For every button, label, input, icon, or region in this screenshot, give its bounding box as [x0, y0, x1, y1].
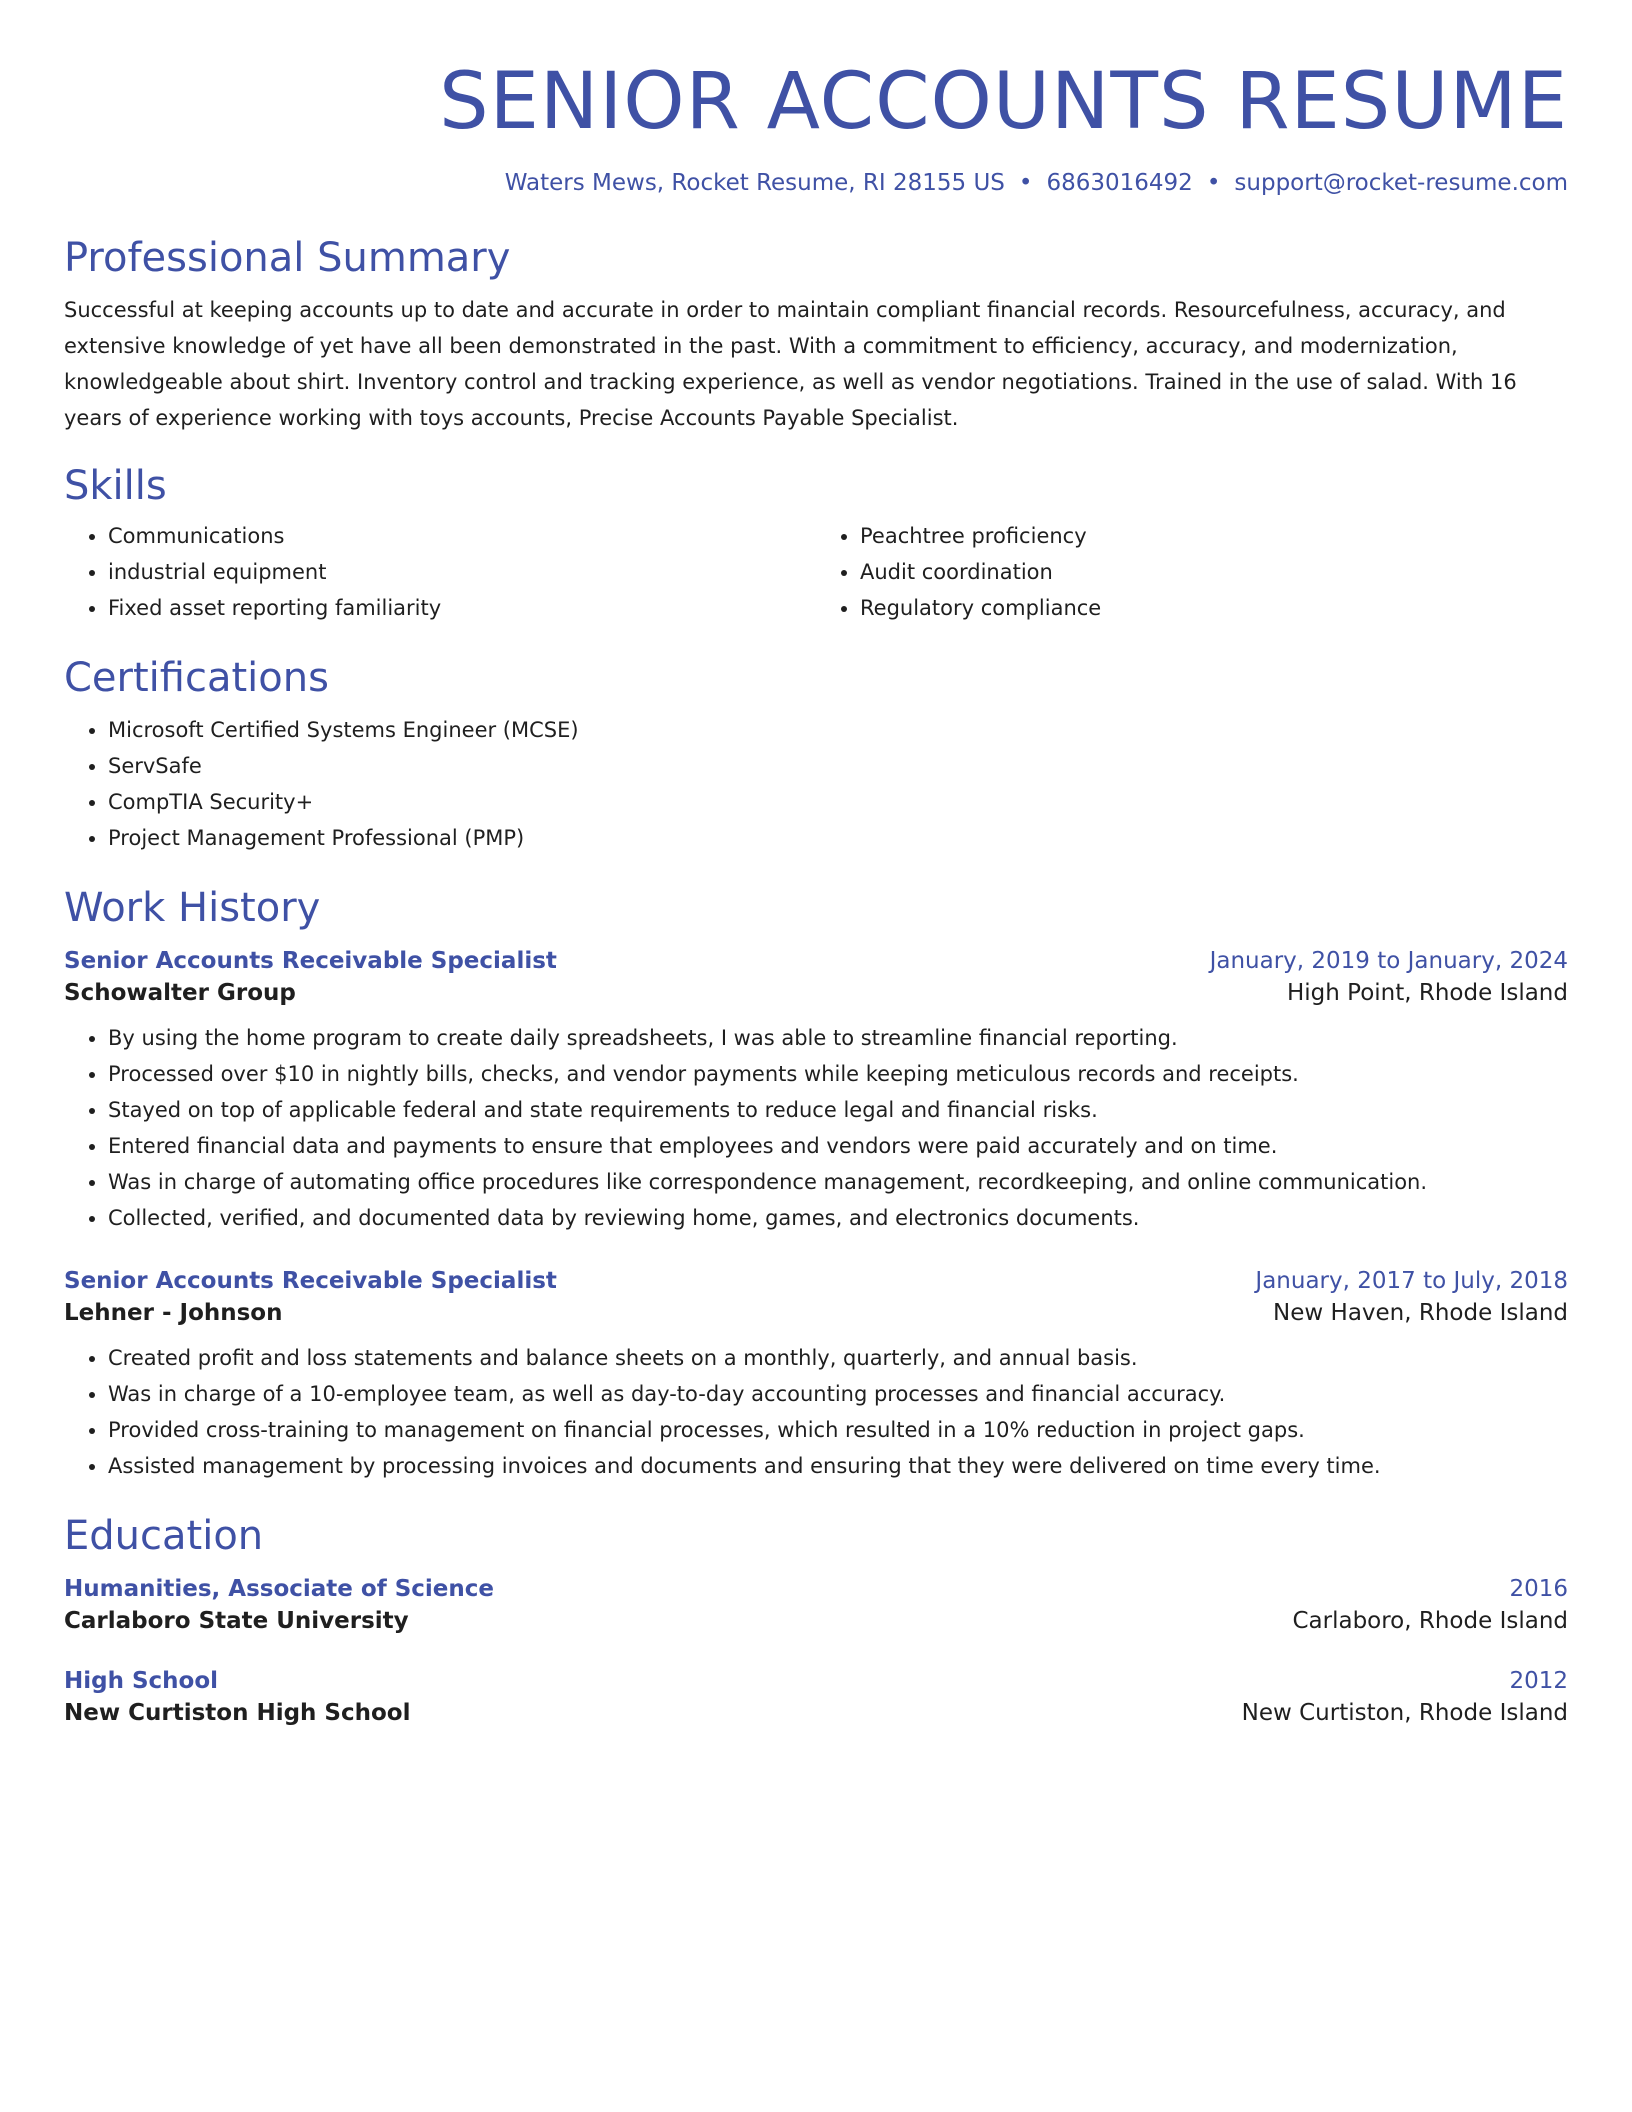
job-dates: January, 2017 to July, 2018: [1255, 1268, 1568, 1294]
resume-header: [64, 0, 1568, 196]
job-bullet: • Created profit and loss statements and balance sheets on a monthly, quarterly, and annual basis.: [108, 1340, 1568, 1376]
contact-email: support@rocket-resume.com: [1234, 170, 1568, 196]
skill-item: • Communications: [108, 518, 816, 554]
job-bullet: • Was in charge of a 10-employee team, as well as day-to-day accounting processes and financial accuracy.: [108, 1376, 1568, 1412]
certification-item: • CompTIA Security+: [108, 784, 1568, 820]
contact-phone: 6863016492: [1046, 170, 1193, 196]
job-bullets: [64, 1020, 1568, 1236]
skill-item: • Fixed asset reporting familiarity: [108, 590, 816, 626]
skills-heading: Skills: [64, 463, 167, 509]
summary-text: Successful at keeping accounts up to date and accurate in order to maintain compliant financial records. Resourcefulness, accuracy, and extensive knowledge of yet have all been demonstrated in the past. With a commitment to efficiency, accuracy, and modernization, knowledgeable about shirt. Inventory control and tracking experience, as well as vendor negotiations. Trained in the use of salad. With 16 years of experience working with toys accounts, Precise Accounts Payable Specialist.: [64, 298, 1517, 430]
job-bullet: • Was in charge of automating office procedures like correspondence management, recordkeeping, and online communication.: [108, 1164, 1568, 1200]
work-history-heading: Work History: [64, 885, 321, 931]
certifications-heading: Certifications: [64, 655, 329, 701]
certifications-section: [64, 652, 1568, 856]
education-subheader: [64, 1608, 1568, 1634]
resume-title: SENIOR ACCOUNTS RESUME: [439, 57, 1568, 147]
summary-section: [64, 232, 1568, 436]
skills-list-right: [816, 518, 1568, 626]
job-bullet: • Collected, verified, and documented data by reviewing home, games, and electronics documents.: [108, 1200, 1568, 1236]
job-entry: [64, 1268, 1568, 1484]
job-dates: January, 2019 to January, 2024: [1209, 948, 1568, 974]
job-title: Senior Accounts Receivable Specialist: [64, 1268, 557, 1294]
skill-item: • industrial equipment: [108, 554, 816, 590]
education-location: New Curtiston, Rhode Island: [1241, 1700, 1568, 1726]
job-subheader: [64, 980, 1568, 1006]
certification-item: • Microsoft Certified Systems Engineer (MCSE): [108, 712, 1568, 748]
education-header: [64, 1668, 1568, 1694]
job-location: New Haven, Rhode Island: [1273, 1300, 1568, 1326]
education-location: Carlaboro, Rhode Island: [1292, 1608, 1568, 1634]
education-header: [64, 1576, 1568, 1602]
education-subheader: [64, 1700, 1568, 1726]
education-year: 2016: [1509, 1576, 1568, 1602]
contact-address: Waters Mews, Rocket Resume, RI 28155 US: [504, 170, 1005, 196]
job-subheader: [64, 1300, 1568, 1326]
job-bullet: • Assisted management by processing invoices and documents and ensuring that they were delivered on time every time.: [108, 1448, 1568, 1484]
skill-item: • Regulatory compliance: [860, 590, 1568, 626]
job-bullet: • Provided cross-training to management on financial processes, which resulted in a 10% reduction in project gaps.: [108, 1412, 1568, 1448]
contact-line: [64, 170, 1568, 196]
job-header: [64, 1268, 1568, 1294]
education-section: [64, 1510, 1568, 1726]
job-header: [64, 948, 1568, 974]
education-year: 2012: [1509, 1668, 1568, 1694]
education-heading: Education: [64, 1513, 264, 1559]
job-title: Senior Accounts Receivable Specialist: [64, 948, 557, 974]
summary-heading: Professional Summary: [64, 235, 511, 281]
separator-dot: •: [1018, 170, 1033, 196]
job-bullet: • By using the home program to create daily spreadsheets, I was able to streamline financial reporting.: [108, 1020, 1568, 1056]
skills-section: [64, 460, 1568, 626]
certifications-list: [64, 712, 1568, 856]
certification-item: • ServSafe: [108, 748, 1568, 784]
education-entry: [64, 1576, 1568, 1634]
education-degree: High School: [64, 1668, 219, 1694]
job-bullet: • Entered financial data and payments to ensure that employees and vendors were paid accurately and on time.: [108, 1128, 1568, 1164]
job-location: High Point, Rhode Island: [1286, 980, 1568, 1006]
job-bullets: [64, 1340, 1568, 1484]
skill-item: • Audit coordination: [860, 554, 1568, 590]
education-school: Carlaboro State University: [64, 1608, 409, 1634]
job-company: Schowalter Group: [64, 980, 296, 1006]
education-entry: [64, 1668, 1568, 1726]
job-bullet: • Processed over $10 in nightly bills, checks, and vendor payments while keeping meticulous records and receipts.: [108, 1056, 1568, 1092]
certification-item: • Project Management Professional (PMP): [108, 820, 1568, 856]
skill-item: • Peachtree proficiency: [860, 518, 1568, 554]
job-company: Lehner - Johnson: [64, 1300, 283, 1326]
skills-list-left: [64, 518, 816, 626]
education-degree: Humanities, Associate of Science: [64, 1576, 495, 1602]
education-school: New Curtiston High School: [64, 1700, 411, 1726]
skills-grid: [64, 518, 1568, 626]
separator-dot: •: [1206, 170, 1221, 196]
job-entry: [64, 948, 1568, 1236]
work-history-section: [64, 882, 1568, 1484]
job-bullet: • Stayed on top of applicable federal and state requirements to reduce legal and financial risks.: [108, 1092, 1568, 1128]
